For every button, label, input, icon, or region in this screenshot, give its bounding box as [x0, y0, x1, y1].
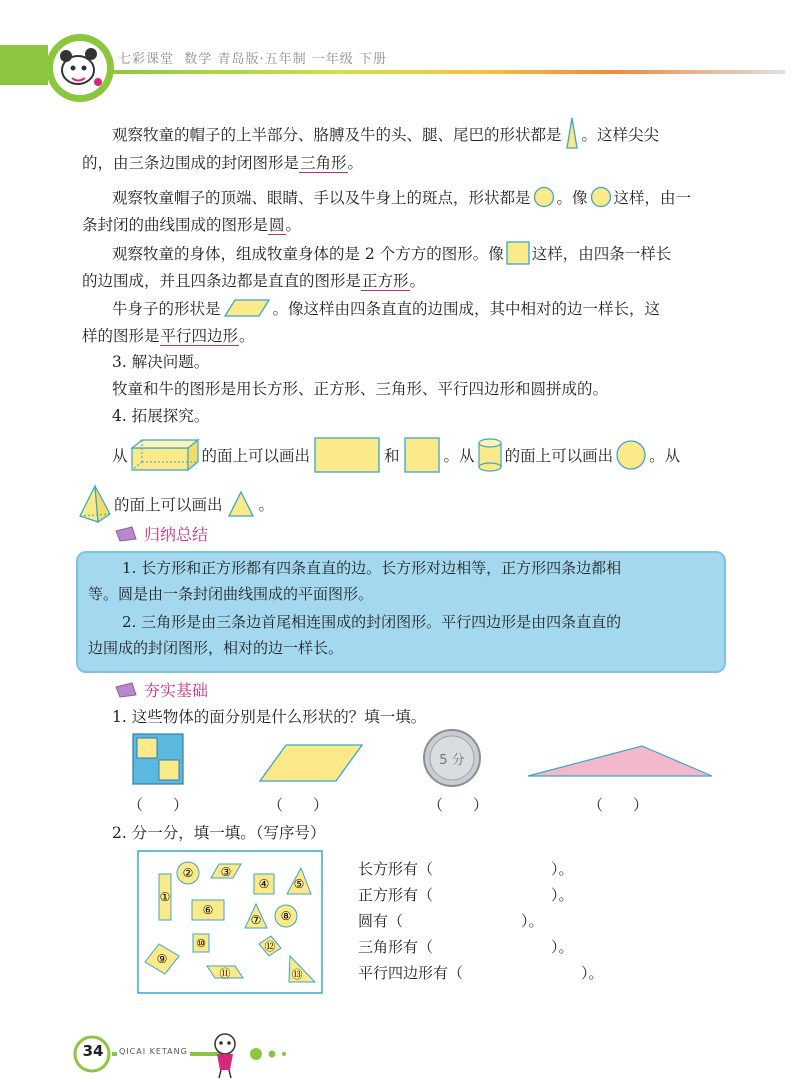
paragraph-1: 观察牧童的帽子的上半部分、胳膊及牛的头、腿、尾巴的形状都是 。这样尖尖: [112, 116, 659, 150]
shape-9-label: ⑨: [156, 952, 168, 966]
summary-line-2: 等。圆是由一条封闭曲线围成的平面图形。: [88, 585, 374, 603]
section-4-title: 4. 拓展探究。: [112, 407, 210, 425]
answer-blank-3[interactable]: （ ）: [428, 796, 489, 814]
summary-line-3: 2. 三角形是由三条边首尾相连围成的封闭图形。平行四边形是由四条直直的: [122, 613, 622, 631]
section-4-line-1: 从 的面上可以画出 和 。从 的面上可以画出 。从: [112, 437, 680, 473]
shape-10-label: ⑩: [196, 937, 206, 950]
mascot-logo-icon: [40, 28, 120, 106]
object-coin: [422, 728, 482, 788]
cylinder-icon: [477, 437, 503, 473]
answer-blank-4[interactable]: （ ）: [588, 796, 649, 814]
answer-blank-1[interactable]: （ ）: [128, 796, 189, 814]
term-circle: 圆: [269, 216, 285, 234]
circle-answer-icon: [615, 439, 647, 471]
summary-line-4: 边围成的封闭图形，相对的边一样长。: [88, 639, 344, 657]
fill-square: 正方形有（ ）。: [358, 886, 574, 904]
shape-8-label: ⑧: [280, 909, 292, 923]
shape-6-label: ⑥: [202, 903, 214, 917]
header-title: [118, 48, 387, 67]
paragraph-4: 牛身子的形状是 。像这样由四条直直的边围成，其中相对的边一样长，这: [112, 300, 661, 318]
practice-title-icon: [114, 681, 140, 699]
square-icon: [506, 241, 530, 265]
rectangle-answer-icon: [314, 437, 380, 473]
footer-mascot-icon: [205, 1030, 245, 1080]
shape-3-label: ③: [220, 865, 232, 879]
paragraph-3-cont: 的边围成，并且四条边都是直直的图形是正方形。: [82, 272, 426, 290]
paragraph-3: 观察牧童的身体，组成牧童身体的是 2 个方方的图形。像 这样，由四条一样长: [112, 241, 671, 267]
practice-title: 夯实基础: [144, 681, 209, 700]
answer-blank-2[interactable]: （ ）: [268, 796, 329, 814]
question-1: 1. 这些物体的面分别是什么形状的？填一填。: [112, 708, 427, 726]
cuboid-icon: [130, 438, 200, 472]
term-parallelogram: 平行四边形: [160, 327, 239, 345]
question-2: 2. 分一分，填一填。（写序号）: [112, 824, 326, 842]
object-triangle: [526, 744, 714, 778]
fill-parallelogram: 平行四边形有（ ）。: [358, 964, 604, 982]
paragraph-4-cont: 样的图形是平行四边形。: [82, 327, 255, 345]
summary-box: [76, 551, 726, 673]
coin-text: 5 分: [439, 753, 465, 768]
header-subject: 数学: [184, 52, 213, 67]
section-3-title: 3. 解决问题。: [112, 353, 210, 371]
header-rainbow-line: [100, 70, 785, 74]
fill-circle: 圆有（ ）。: [358, 912, 544, 930]
header-edition: 青岛版·五年制: [217, 52, 307, 67]
shape-1-label: ①: [159, 890, 171, 904]
paragraph-2-cont: 条封闭的曲线围成的图形是圆。: [82, 216, 302, 234]
circle-icon: [590, 186, 612, 208]
shapes-panel: [137, 850, 323, 994]
shape-4-label: ④: [258, 877, 270, 891]
paragraph-2: 观察牧童帽子的顶端、眼睛、手以及牛身上的斑点，形状都是 。像 这样，由一: [112, 185, 691, 211]
summary-line-1: 1. 长方形和正方形都有四条直直的边。长方形对边相等，正方形四条边都相: [122, 559, 622, 577]
circle-icon: [533, 186, 555, 208]
thin-triangle-icon: [565, 116, 579, 150]
header-series: 七彩课堂: [118, 52, 175, 67]
shape-12-label: ⑫: [264, 940, 276, 953]
parallelogram-icon: [223, 298, 271, 318]
summary-title-icon: [114, 525, 140, 543]
shape-11-label: ⑪: [219, 967, 231, 980]
page-number: 34: [82, 1042, 104, 1060]
section-4-line-2: 的面上可以画出 。: [78, 484, 274, 524]
object-parallelogram: [258, 743, 364, 783]
shape-5-label: ⑤: [293, 877, 305, 891]
fill-rectangle: 长方形有（ ）。: [358, 860, 574, 878]
term-triangle: 三角形: [300, 154, 347, 172]
header-volume: 下册: [358, 52, 387, 67]
header-grade: 一年级: [311, 52, 354, 67]
shape-7-label: ⑦: [250, 913, 262, 927]
shape-13-label: ⑬: [291, 968, 303, 981]
triangle-answer-icon: [227, 490, 255, 518]
footer-brand: QICAI KETANG: [119, 1047, 188, 1056]
square-answer-icon: [404, 437, 440, 473]
summary-title: 归纳总结: [144, 525, 209, 544]
fill-triangle: 三角形有（ ）。: [358, 938, 574, 956]
term-square: 正方形: [362, 272, 409, 290]
paragraph-1-cont: 的，由三条边围成的封闭图形是三角形。: [82, 154, 364, 172]
object-square-tiles: [132, 733, 184, 785]
pyramid-icon: [78, 484, 112, 524]
section-3-text: 牧童和牛的图形是用长方形、正方形、三角形、平行四边形和圆拼成的。: [112, 380, 609, 398]
shape-2-label: ②: [182, 866, 194, 880]
